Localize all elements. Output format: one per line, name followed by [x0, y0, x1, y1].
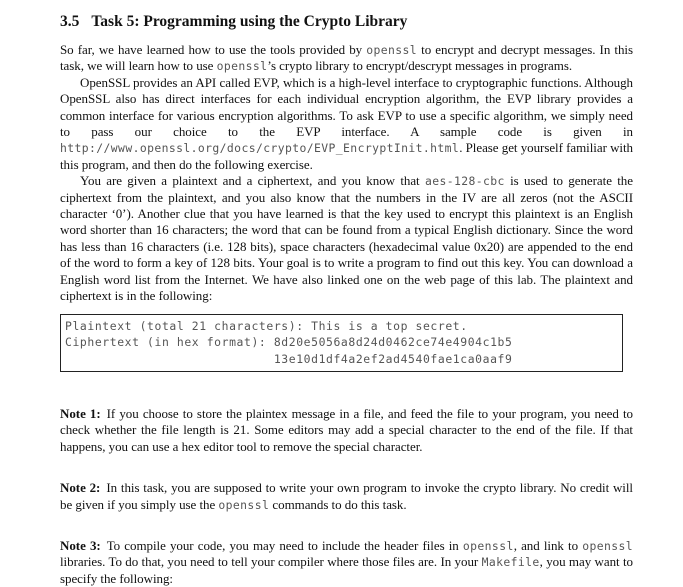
- note-1: [60, 406, 633, 455]
- code-openssl: openssl: [462, 539, 514, 554]
- code-openssl: openssl: [366, 43, 418, 57]
- note-text: , you may want to specify the following:: [60, 554, 633, 586]
- code-openssl: openssl: [218, 497, 270, 512]
- note-text: If you choose to store the plaintex message in a file, and feed the file to your program, you need to check whether the file length is 21. Some editors may add a special character to the end of the file. If that happens, you can use a hex editor tool to remove the special character.: [60, 406, 633, 454]
- sample-code-url: http://www.openssl.org/docs/crypto/EVP_EncryptInit.html: [60, 141, 460, 156]
- note-label: Note 2:: [60, 480, 101, 496]
- section-heading: [60, 12, 633, 32]
- code-makefile: Makefile: [481, 555, 540, 570]
- note-text: , and link to: [513, 538, 583, 554]
- note-label: Note 3:: [60, 538, 101, 554]
- section-title: Task 5: Programming using the Crypto Library: [91, 13, 408, 30]
- exercise-paragraph: [60, 173, 633, 304]
- text-run: to encrypt and decrypt messages. In this task, we will learn how to use: [60, 42, 633, 74]
- text-run: So far, we have learned how to use the tools provided by: [60, 42, 367, 57]
- ciphertext-line: Ciphertext (in hex format): 8d20e5056a8d24d0462ce74e4904c1b5: [65, 335, 513, 349]
- note-label: Note 1:: [60, 406, 101, 421]
- text-run: You are given a plaintext and a ciphertext, and you know that: [80, 173, 425, 189]
- note-text: To compile your code, you may need to include the header files in: [106, 538, 463, 554]
- code-openssl: openssl: [582, 539, 634, 554]
- note-text: libraries. To do that, you need to tell your compiler where those files are. In your: [60, 554, 482, 570]
- code-cipher-name: aes-128-cbc: [424, 174, 505, 189]
- text-run: OpenSSL provides an API called EVP, which is a high-level interface to cryptographic functions. Although OpenSSL also has direct interfaces for each individual encryption algorithm, the EVP library provides a common interface for various encryption algorithms. To ask EVP to use a specific algorithm, we simply need to pass our choice to the EVP interface. A sample code is given in: [60, 74, 633, 140]
- plaintext-ciphertext-box: [60, 314, 623, 373]
- intro-paragraph: [60, 42, 633, 75]
- evp-paragraph: [60, 75, 633, 173]
- code-openssl: openssl: [216, 59, 268, 74]
- text-run: is used to generate the ciphertext from the plaintext, and you also know that the numbers in the IV are all zeros (not the ASCII character ‘0’). Another clue that you have learned is that the key used to encrypt this plaintext is an English word shorter than 16 characters; the word that can be found from a typical English dictionary. Since the word has less than 16 characters (i.e. 128 bits), space characters (hexadecimal value 0x20) are appended to the end of the word to form a key of 128 bits. Your goal is to write a program to find out this key. You can download a English word list from the Internet. We have also linked one on the web page of this lab. The plaintext and ciphertext is in the following:: [60, 173, 633, 304]
- plaintext-line: Plaintext (total 21 characters): This is a top secret.: [65, 318, 468, 333]
- note-text: commands to do this task.: [269, 496, 407, 512]
- text-run: . Please get yourself familiar with this program, and then do the following exercise.: [60, 140, 633, 172]
- ciphertext-line-continued: 13e10d1df4a2ef2ad4540fae1ca0aaf9: [65, 351, 513, 366]
- text-run: ’s crypto library to encrypt/descrypt messages in programs.: [267, 58, 573, 74]
- document-page: [60, 12, 633, 587]
- note-2: [60, 480, 633, 513]
- note-text: In this task, you are supposed to write your own program to invoke the crypto library. No credit will be given if you simply use the: [60, 480, 633, 512]
- note-3: [60, 538, 633, 587]
- section-number: 3.5: [60, 13, 80, 30]
